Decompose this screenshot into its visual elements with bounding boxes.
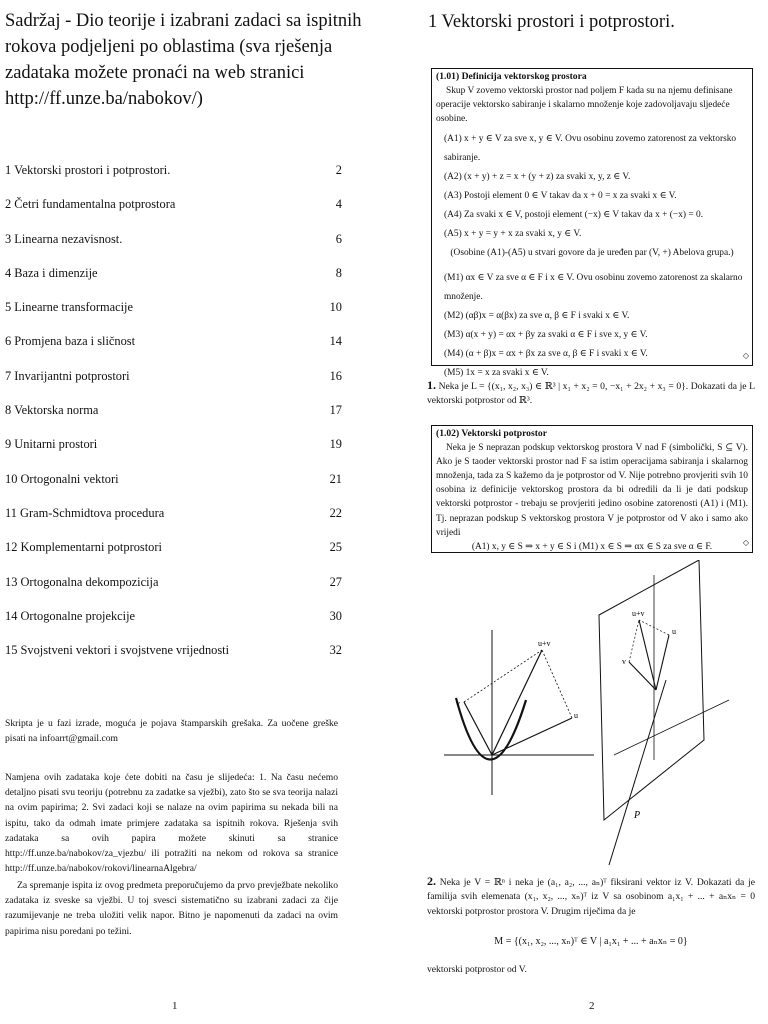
diagram-left — [444, 630, 594, 795]
toc-entry-page: 14 — [329, 334, 342, 349]
label-v: v — [456, 699, 460, 708]
label-plane: P — [634, 810, 641, 821]
note-purpose: Namjena ovih zadataka koje ćete dobiti na času je slijedeća: 1. Na času nećemo detaljno pisati svu teoriju (potrebnu za zadatke sa vježbi), zato što se sva teorija nalazi na ovim papirima; 2. Svi zadaci koji se nalaze na ovim papirima su nekada bili na ispitu, tako da odmah imate primjere zadataka sa ispitnih rokova. Rješenja svih zadataka sa ovih papira možete skinuti sa stranice http://ff.unze.ba/nabokov/za_vjezbu/ ili potražiti na nekom od rokova sa stranice http://ff.unze.ba/nabokov/rokovi/linearnaAlgebra/ — [5, 772, 338, 875]
label-u: u — [574, 711, 578, 720]
toc-entry-page: 30 — [329, 608, 342, 623]
toc-entry-label: 12 Komplementarni potprostori — [5, 540, 162, 555]
toc-entry-page: 4 — [335, 197, 342, 212]
problem-2 — [427, 874, 755, 919]
toc-entry-page: 27 — [329, 574, 342, 589]
toc-entry-page: 8 — [335, 265, 342, 280]
toc-entry[interactable] — [5, 467, 342, 501]
label-u: u — [672, 627, 676, 636]
closure-conditions: (A1) x, y ∈ S ⇒ x + y ∈ S i (M1) x ∈ S ⇒ αx ∈ S za sve α ∈ F. — [471, 541, 713, 552]
problem-1-number: 1. — [427, 378, 436, 392]
problem-2-text: Neka je V = ℝⁿ i neka je (a₁, a₂, ..., aₙ)ᵀ fiksirani vektor iz V. Dokazati da je familija svih elemenata (x₁, x₂, ..., xₙ)ᵀ iz V sa osobinom a₁x₁ + ... + aₙxₙ = 0 vektorski potprostor prostora V. Drugim riječima da je — [427, 877, 755, 917]
toc-entry[interactable] — [5, 158, 342, 192]
page-number-2: 2 — [589, 1000, 595, 1012]
definition-heading: (1.02) Vektorski potprostor — [436, 428, 547, 439]
end-mark: ◇ — [742, 537, 749, 547]
problem-1 — [427, 378, 755, 409]
toc-entry-page: 10 — [329, 300, 342, 315]
toc-entry[interactable] — [5, 638, 342, 672]
toc-entry[interactable] — [5, 501, 342, 535]
toc-entry-label: 2 Četri fundamentalna potprostora — [5, 197, 176, 212]
definition-subspace — [431, 425, 753, 553]
toc-entry-label: 1 Vektorski prostori i potprostori. — [5, 163, 171, 177]
toc-entry-label: 11 Gram-Schmidtova procedura — [5, 505, 165, 520]
axiom-m3: (M3) α(x + y) = αx + βy za svaki α ∈ F i sve x, y ∈ V. — [444, 330, 648, 341]
end-mark: ◇ — [742, 350, 749, 360]
toc-entry-page: 17 — [329, 403, 342, 418]
note-advice: Za spremanje ispita iz ovog predmeta preporučujemo da prvo prevježbate nekoliko zadataka iz sveske sa vježbi. U toj svesci sistematično su izabrani zadaci za čije razumijevanje ne treba uložiti velik napor. Bitno je napomenuti da zadaci na ovim papirima nisu poredani po težini. — [5, 880, 338, 937]
diagram-right — [599, 560, 729, 865]
toc-entry-page: 25 — [329, 540, 342, 555]
document-title: Sadržaj - Dio teorije i izabrani zadaci sa ispitnih rokova podjeljeni po oblastima (sva rješenja zadataka možete pronaći na web stranici http://ff.unze.ba/nabokov/) — [5, 11, 362, 109]
formula-m: M = {(x₁, x₂, ..., xₙ)ᵀ ∈ V | a₁x₁ + ... + aₙxₙ = 0} — [494, 936, 688, 947]
toc-entry[interactable] — [5, 604, 342, 638]
toc-entry-label: 5 Linearne transformacije — [5, 300, 133, 315]
section-title: 1 Vektorski prostori i potprostori. — [428, 12, 675, 32]
toc-entry[interactable] — [5, 364, 342, 398]
axiom-a1: (A1) x + y ∈ V za sve x, y ∈ V. Ovu osobinu zovemo zatorenost za vektorsko sabiranje. — [444, 134, 737, 164]
table-of-contents — [5, 158, 342, 672]
toc-entry-label: 6 Promjena baza i sličnost — [5, 334, 136, 349]
problem-2-end: vektorski potprostor od V. — [427, 964, 527, 975]
axiom-a3: (A3) Postoji element 0 ∈ V takav da x + 0 = x za svaki x ∈ V. — [444, 191, 677, 202]
label-u-plus-v: u+v — [538, 639, 551, 648]
toc-entry-label: 4 Baza i dimenzije — [5, 265, 98, 280]
page-number-1: 1 — [172, 1000, 178, 1012]
toc-entry-label: 9 Unitarni prostori — [5, 437, 98, 452]
toc-entry[interactable] — [5, 535, 342, 569]
axiom-m4: (M4) (α + β)x = αx + βx za sve α, β ∈ F i svaki x ∈ V. — [444, 349, 648, 360]
axiom-m1: (M1) αx ∈ V za sve α ∈ F i x ∈ V. Ovu osobinu zovemo zatorenost za skalarno množenje. — [444, 273, 743, 303]
label-v: v — [622, 657, 626, 666]
axiom-m5: (M5) 1x = x za svaki x ∈ V. — [444, 368, 549, 379]
axiom-m2: (M2) (αβ)x = α(βx) za sve α, β ∈ F i svaki x ∈ V. — [444, 311, 630, 322]
problem-2-number: 2. — [427, 874, 436, 888]
definition-body: Neka je S neprazan podskup vektorskog prostora V nad F (simbolički, S ⊆ V). Ako je S taoder vektorski prostor nad F sa istim operacijama sabiranja i skalarnog množenja, tada za S kažemo da je potprostor od V. Nije potrebno provjeriti svih 10 osobina iz definicije vektorskog prostora da bi odredili da li je dati podskup vektorski potprostor - trebaju se provjeriti jedino osobine zatorenosti (A1) i (M1). Tj. neprazan podskup S vektorskog prostora V je potprostor od V ako i samo ako vrijedi — [436, 443, 748, 538]
definition-intro: Skup V zovemo vektorski prostor nad poljem F kada su na njemu definisane operacije vektorsko sabiranje i skalarno množenje koje zadovoljavaju sljedeće osobine. — [436, 86, 733, 125]
toc-entry-page: 22 — [329, 505, 342, 520]
definition-vector-space — [431, 68, 753, 379]
definition-heading: (1.01) Definicija vektorskog prostora — [436, 71, 587, 82]
axiom-a5: (A5) x + y = y + x za svaki x, y ∈ V. — [444, 229, 582, 240]
toc-entry[interactable] — [5, 295, 342, 329]
toc-entry-page: 6 — [335, 231, 342, 246]
page-2 — [384, 0, 768, 1024]
toc-entry-label: 3 Linearna nezavisnost. — [5, 231, 123, 246]
toc-entry[interactable] — [5, 398, 342, 432]
toc-entry-page: 2 — [335, 163, 342, 177]
note-errata: Skripta je u fazi izrade, moguća je pojava štamparskih grešaka. Za uočene greške pisati na infoarrt@gmail.com — [5, 718, 338, 745]
toc-entry-label: 8 Vektorska norma — [5, 403, 99, 418]
toc-entry-label: 14 Ortogonalne projekcije — [5, 608, 136, 623]
axiom-a4: (A4) Za svaki x ∈ V, postoji element (−x) ∈ V takav da x + (−x) = 0. — [444, 210, 704, 221]
toc-entry-page: 16 — [329, 368, 342, 383]
label-u-plus-v: u+v — [632, 609, 645, 618]
toc-entry-page: 32 — [329, 643, 342, 658]
toc-entry-label: 10 Ortogonalni vektori — [5, 471, 119, 486]
toc-entry-label: 7 Invarijantni potprostori — [5, 368, 130, 383]
axiom-a2: (A2) (x + y) + z = x + (y + z) za svaki x, y, z ∈ V. — [444, 172, 631, 183]
toc-entry[interactable] — [5, 570, 342, 604]
toc-entry[interactable] — [5, 227, 342, 261]
toc-entry[interactable] — [5, 261, 342, 295]
vector-figure — [434, 560, 754, 870]
toc-entry-label: 13 Ortogonalna dekompozicija — [5, 574, 159, 589]
toc-entry[interactable] — [5, 192, 342, 226]
problem-1-text: Neka je L = {(x₁, x₂, x₃) ∈ ℝ³ | x₁ + x₂ = 0, −x₁ + 2x₂ + x₃ = 0}. Dokazati da je L vektorski potprostor od ℝ³. — [427, 381, 755, 407]
toc-entry-label: 15 Svojstveni vektori i svojstvene vrijednosti — [5, 643, 230, 658]
toc-entry[interactable] — [5, 329, 342, 363]
toc-entry-page: 19 — [329, 437, 342, 452]
abelian-note: (Osobine (A1)-(A5) u stvari govore da je uređen par (V, +) Abelova grupa.) — [450, 248, 734, 259]
toc-entry-page: 21 — [329, 471, 342, 486]
toc-entry[interactable] — [5, 432, 342, 466]
